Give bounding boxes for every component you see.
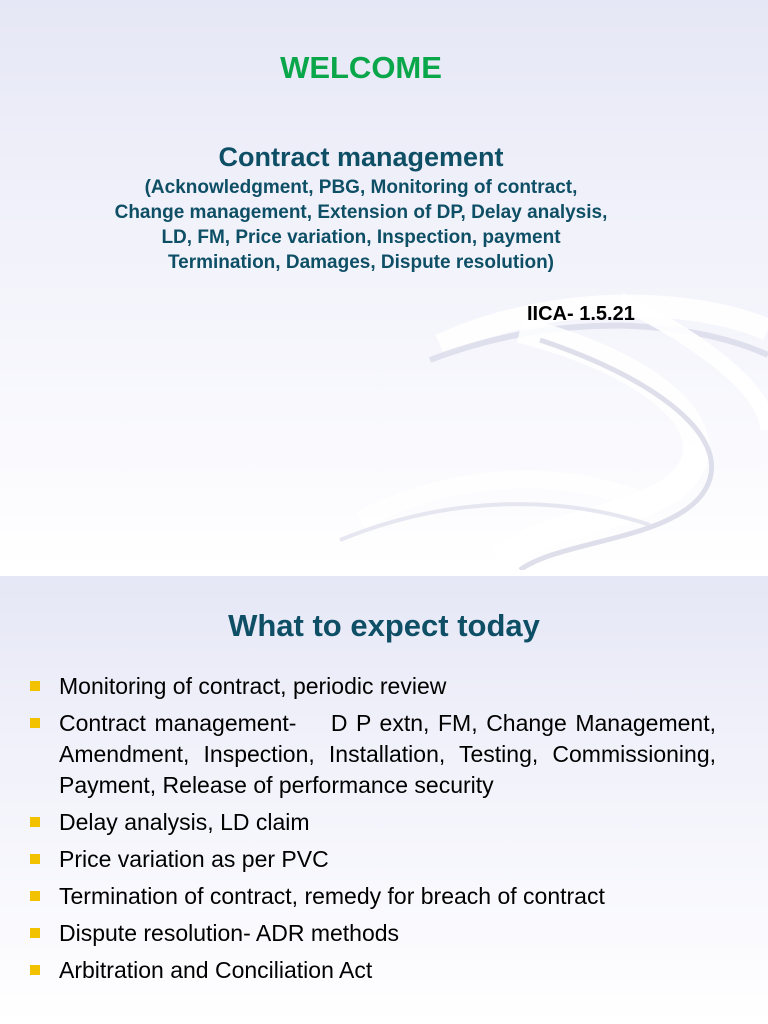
bullet-list — [30, 671, 716, 992]
slide-2-title: What to expect today — [228, 608, 540, 643]
list-item — [30, 881, 716, 912]
bullet-square-icon — [30, 817, 40, 827]
bullet-square-icon — [30, 928, 40, 938]
topics-line-4: Termination, Damages, Dispute resolution) — [167, 252, 555, 273]
topics-line-1: (Acknowledgment, PBG, Monitoring of contract, — [144, 177, 578, 198]
welcome-heading: WELCOME — [280, 50, 442, 85]
list-item — [30, 807, 716, 838]
list-item — [30, 955, 716, 986]
bullet-text: Contract management- D P extn, FM, Change Management, Amendment, Inspection, Installation, Testing, Commissioning, Payment, Release of performance security — [59, 710, 716, 798]
list-item — [30, 918, 716, 949]
bullet-text: Termination of contract, remedy for breach of contract — [59, 883, 605, 909]
topics-line-3: LD, FM, Price variation, Inspection, payment — [161, 227, 561, 248]
topics-line-2: Change management, Extension of DP, Delay analysis, — [114, 202, 608, 223]
bullet-square-icon — [30, 681, 40, 691]
bullet-square-icon — [30, 718, 40, 728]
bullet-text: Price variation as per PVC — [59, 846, 329, 872]
topics-list — [0, 175, 722, 275]
bullet-square-icon — [30, 965, 40, 975]
bullet-square-icon — [30, 891, 40, 901]
list-item — [30, 844, 716, 875]
slide-title: Contract management — [218, 142, 504, 172]
bullet-text: Dispute resolution- ADR methods — [59, 920, 400, 946]
bullet-text: Delay analysis, LD claim — [59, 809, 310, 835]
list-item — [30, 708, 716, 801]
bullet-text: Monitoring of contract, periodic review — [59, 673, 447, 699]
course-code: IICA- 1.5.21 — [527, 303, 635, 325]
bullet-text: Arbitration and Conciliation Act — [59, 957, 373, 983]
slide-2 — [0, 576, 768, 1024]
bullet-square-icon — [30, 854, 40, 864]
list-item — [30, 671, 716, 702]
